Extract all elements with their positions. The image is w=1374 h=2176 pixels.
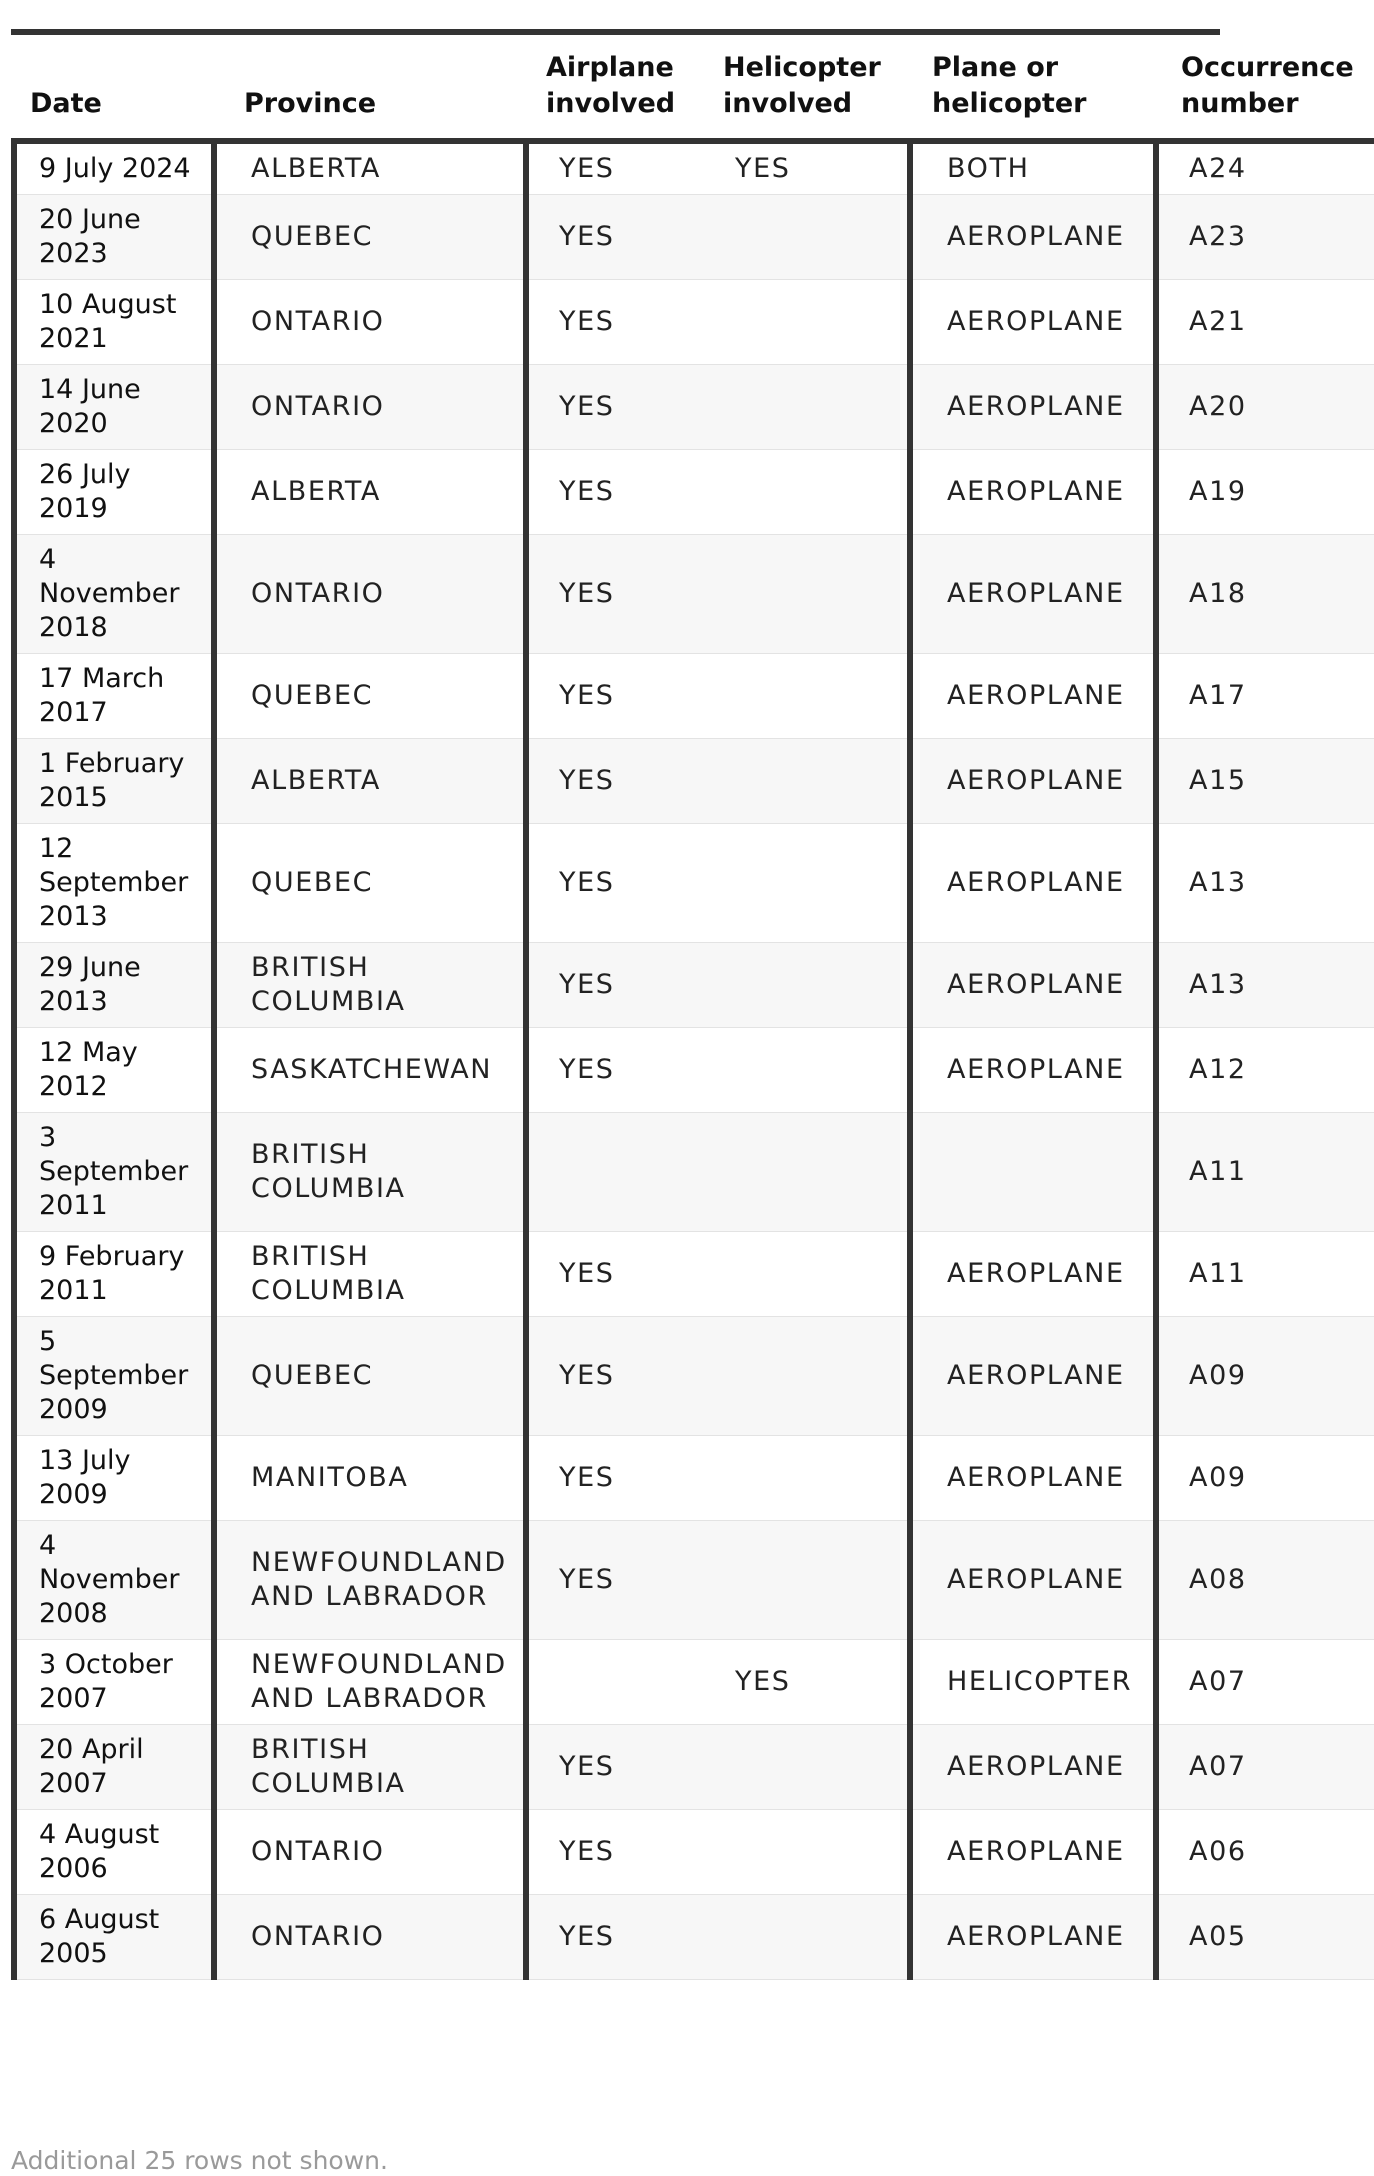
table-row bbox=[14, 1725, 1374, 1810]
province-cell: ONTARIO bbox=[214, 1810, 526, 1895]
province-cell: NEWFOUNDLAND AND LABRADOR bbox=[214, 1640, 526, 1725]
occurrence-number-cell: A23 bbox=[1156, 195, 1374, 280]
plane-or-helicopter-cell: AEROPLANE bbox=[910, 1232, 1156, 1317]
helicopter-involved-cell bbox=[703, 365, 910, 450]
date-cell: 9 July 2024 bbox=[14, 141, 214, 195]
table-row bbox=[14, 535, 1374, 654]
occurrence-number-cell: A12 bbox=[1156, 1028, 1374, 1113]
helicopter-involved-cell bbox=[703, 1028, 910, 1113]
plane-or-helicopter-cell: AEROPLANE bbox=[910, 1436, 1156, 1521]
table-row bbox=[14, 280, 1374, 365]
table-body bbox=[14, 141, 1374, 1980]
plane-or-helicopter-cell: AEROPLANE bbox=[910, 450, 1156, 535]
airplane-involved-cell: YES bbox=[526, 365, 703, 450]
date-cell: 6 August 2005 bbox=[14, 1895, 214, 1980]
province-cell: QUEBEC bbox=[214, 195, 526, 280]
plane-or-helicopter-cell: AEROPLANE bbox=[910, 1725, 1156, 1810]
column-header-occurrence-number: Occurrence number bbox=[1156, 35, 1374, 141]
airplane-involved-cell: YES bbox=[526, 1725, 703, 1810]
occurrence-number-cell: A21 bbox=[1156, 280, 1374, 365]
airplane-involved-cell: YES bbox=[526, 280, 703, 365]
plane-or-helicopter-cell bbox=[910, 1113, 1156, 1232]
data-table bbox=[11, 35, 1374, 1980]
occurrence-number-cell: A07 bbox=[1156, 1640, 1374, 1725]
plane-or-helicopter-cell: AEROPLANE bbox=[910, 1317, 1156, 1436]
airplane-involved-cell: YES bbox=[526, 1028, 703, 1113]
helicopter-involved-cell bbox=[703, 195, 910, 280]
date-cell: 4 August 2006 bbox=[14, 1810, 214, 1895]
province-cell: QUEBEC bbox=[214, 1317, 526, 1436]
airplane-involved-cell: YES bbox=[526, 943, 703, 1028]
province-cell: QUEBEC bbox=[214, 654, 526, 739]
table-row bbox=[14, 1028, 1374, 1113]
plane-or-helicopter-cell: AEROPLANE bbox=[910, 943, 1156, 1028]
airplane-involved-cell: YES bbox=[526, 1317, 703, 1436]
plane-or-helicopter-cell: AEROPLANE bbox=[910, 195, 1156, 280]
occurrence-number-cell: A05 bbox=[1156, 1895, 1374, 1980]
helicopter-involved-cell bbox=[703, 1725, 910, 1810]
occurrence-number-cell: A09 bbox=[1156, 1317, 1374, 1436]
date-cell: 20 April 2007 bbox=[14, 1725, 214, 1810]
airplane-involved-cell: YES bbox=[526, 1895, 703, 1980]
rows-not-shown-note: Additional 25 rows not shown. bbox=[11, 2146, 388, 2175]
province-cell: BRITISH COLUMBIA bbox=[214, 1232, 526, 1317]
airplane-involved-cell: YES bbox=[526, 1810, 703, 1895]
helicopter-involved-cell bbox=[703, 1317, 910, 1436]
table-row bbox=[14, 824, 1374, 943]
occurrence-number-cell: A15 bbox=[1156, 739, 1374, 824]
plane-or-helicopter-cell: AEROPLANE bbox=[910, 739, 1156, 824]
occurrence-number-cell: A19 bbox=[1156, 450, 1374, 535]
plane-or-helicopter-cell: AEROPLANE bbox=[910, 535, 1156, 654]
date-cell: 3 October 2007 bbox=[14, 1640, 214, 1725]
column-header-date: Date bbox=[14, 35, 214, 141]
airplane-involved-cell bbox=[526, 1113, 703, 1232]
helicopter-involved-cell bbox=[703, 654, 910, 739]
helicopter-involved-cell bbox=[703, 1436, 910, 1521]
date-cell: 20 June 2023 bbox=[14, 195, 214, 280]
province-cell: ONTARIO bbox=[214, 280, 526, 365]
date-cell: 14 June 2020 bbox=[14, 365, 214, 450]
airplane-involved-cell: YES bbox=[526, 195, 703, 280]
occurrence-number-cell: A24 bbox=[1156, 141, 1374, 195]
table-header-row bbox=[14, 35, 1374, 141]
province-cell: ONTARIO bbox=[214, 535, 526, 654]
helicopter-involved-cell bbox=[703, 1521, 910, 1640]
helicopter-involved-cell bbox=[703, 739, 910, 824]
plane-or-helicopter-cell: AEROPLANE bbox=[910, 280, 1156, 365]
airplane-involved-cell: YES bbox=[526, 1232, 703, 1317]
date-cell: 4 November 2008 bbox=[14, 1521, 214, 1640]
airplane-involved-cell: YES bbox=[526, 824, 703, 943]
province-cell: ALBERTA bbox=[214, 141, 526, 195]
helicopter-involved-cell bbox=[703, 450, 910, 535]
airplane-involved-cell bbox=[526, 1640, 703, 1725]
occurrence-number-cell: A09 bbox=[1156, 1436, 1374, 1521]
table-row bbox=[14, 450, 1374, 535]
helicopter-involved-cell bbox=[703, 1895, 910, 1980]
province-cell: NEWFOUNDLAND AND LABRADOR bbox=[214, 1521, 526, 1640]
occurrence-number-cell: A06 bbox=[1156, 1810, 1374, 1895]
date-cell: 12 September 2013 bbox=[14, 824, 214, 943]
helicopter-involved-cell bbox=[703, 1113, 910, 1232]
occurrence-number-cell: A20 bbox=[1156, 365, 1374, 450]
date-cell: 12 May 2012 bbox=[14, 1028, 214, 1113]
table-row bbox=[14, 195, 1374, 280]
helicopter-involved-cell bbox=[703, 943, 910, 1028]
province-cell: SASKATCHEWAN bbox=[214, 1028, 526, 1113]
airplane-involved-cell: YES bbox=[526, 450, 703, 535]
date-cell: 13 July 2009 bbox=[14, 1436, 214, 1521]
table-row bbox=[14, 1436, 1374, 1521]
table-row bbox=[14, 1113, 1374, 1232]
occurrence-number-cell: A11 bbox=[1156, 1113, 1374, 1232]
plane-or-helicopter-cell: BOTH bbox=[910, 141, 1156, 195]
helicopter-involved-cell: YES bbox=[703, 141, 910, 195]
date-cell: 3 September 2011 bbox=[14, 1113, 214, 1232]
helicopter-involved-cell bbox=[703, 280, 910, 365]
airplane-involved-cell: YES bbox=[526, 1521, 703, 1640]
airplane-involved-cell: YES bbox=[526, 654, 703, 739]
table-row bbox=[14, 1895, 1374, 1980]
province-cell: BRITISH COLUMBIA bbox=[214, 943, 526, 1028]
occurrence-number-cell: A13 bbox=[1156, 824, 1374, 943]
airplane-involved-cell: YES bbox=[526, 141, 703, 195]
occurrence-number-cell: A13 bbox=[1156, 943, 1374, 1028]
province-cell: ALBERTA bbox=[214, 450, 526, 535]
date-cell: 26 July 2019 bbox=[14, 450, 214, 535]
table-row bbox=[14, 1640, 1374, 1725]
airplane-involved-cell: YES bbox=[526, 1436, 703, 1521]
helicopter-involved-cell bbox=[703, 824, 910, 943]
helicopter-involved-cell bbox=[703, 1232, 910, 1317]
column-header-plane-or-helicopter: Plane or helicopter bbox=[910, 35, 1156, 141]
province-cell: ALBERTA bbox=[214, 739, 526, 824]
column-header-airplane-involved: Airplane involved bbox=[526, 35, 703, 141]
plane-or-helicopter-cell: AEROPLANE bbox=[910, 1810, 1156, 1895]
helicopter-involved-cell bbox=[703, 1810, 910, 1895]
plane-or-helicopter-cell: AEROPLANE bbox=[910, 365, 1156, 450]
province-cell: ONTARIO bbox=[214, 365, 526, 450]
province-cell: MANITOBA bbox=[214, 1436, 526, 1521]
table-row bbox=[14, 1521, 1374, 1640]
column-header-helicopter-involved: Helicopter involved bbox=[703, 35, 910, 141]
helicopter-involved-cell: YES bbox=[703, 1640, 910, 1725]
plane-or-helicopter-cell: AEROPLANE bbox=[910, 1028, 1156, 1113]
column-header-province: Province bbox=[214, 35, 526, 141]
occurrence-number-cell: A11 bbox=[1156, 1232, 1374, 1317]
province-cell: BRITISH COLUMBIA bbox=[214, 1725, 526, 1810]
date-cell: 4 November 2018 bbox=[14, 535, 214, 654]
table-row bbox=[14, 141, 1374, 195]
table-row bbox=[14, 654, 1374, 739]
occurrence-number-cell: A07 bbox=[1156, 1725, 1374, 1810]
date-cell: 5 September 2009 bbox=[14, 1317, 214, 1436]
airplane-involved-cell: YES bbox=[526, 535, 703, 654]
occurrence-number-cell: A17 bbox=[1156, 654, 1374, 739]
plane-or-helicopter-cell: HELICOPTER bbox=[910, 1640, 1156, 1725]
date-cell: 17 March 2017 bbox=[14, 654, 214, 739]
table-row bbox=[14, 1810, 1374, 1895]
plane-or-helicopter-cell: AEROPLANE bbox=[910, 654, 1156, 739]
province-cell: BRITISH COLUMBIA bbox=[214, 1113, 526, 1232]
table-row bbox=[14, 943, 1374, 1028]
province-cell: QUEBEC bbox=[214, 824, 526, 943]
table-row bbox=[14, 365, 1374, 450]
date-cell: 10 August 2021 bbox=[14, 280, 214, 365]
occurrence-number-cell: A18 bbox=[1156, 535, 1374, 654]
table-row bbox=[14, 739, 1374, 824]
plane-or-helicopter-cell: AEROPLANE bbox=[910, 1521, 1156, 1640]
province-cell: ONTARIO bbox=[214, 1895, 526, 1980]
plane-or-helicopter-cell: AEROPLANE bbox=[910, 824, 1156, 943]
airplane-involved-cell: YES bbox=[526, 739, 703, 824]
plane-or-helicopter-cell: AEROPLANE bbox=[910, 1895, 1156, 1980]
date-cell: 1 February 2015 bbox=[14, 739, 214, 824]
table-row bbox=[14, 1232, 1374, 1317]
table-row bbox=[14, 1317, 1374, 1436]
occurrence-number-cell: A08 bbox=[1156, 1521, 1374, 1640]
date-cell: 29 June 2013 bbox=[14, 943, 214, 1028]
helicopter-involved-cell bbox=[703, 535, 910, 654]
date-cell: 9 February 2011 bbox=[14, 1232, 214, 1317]
